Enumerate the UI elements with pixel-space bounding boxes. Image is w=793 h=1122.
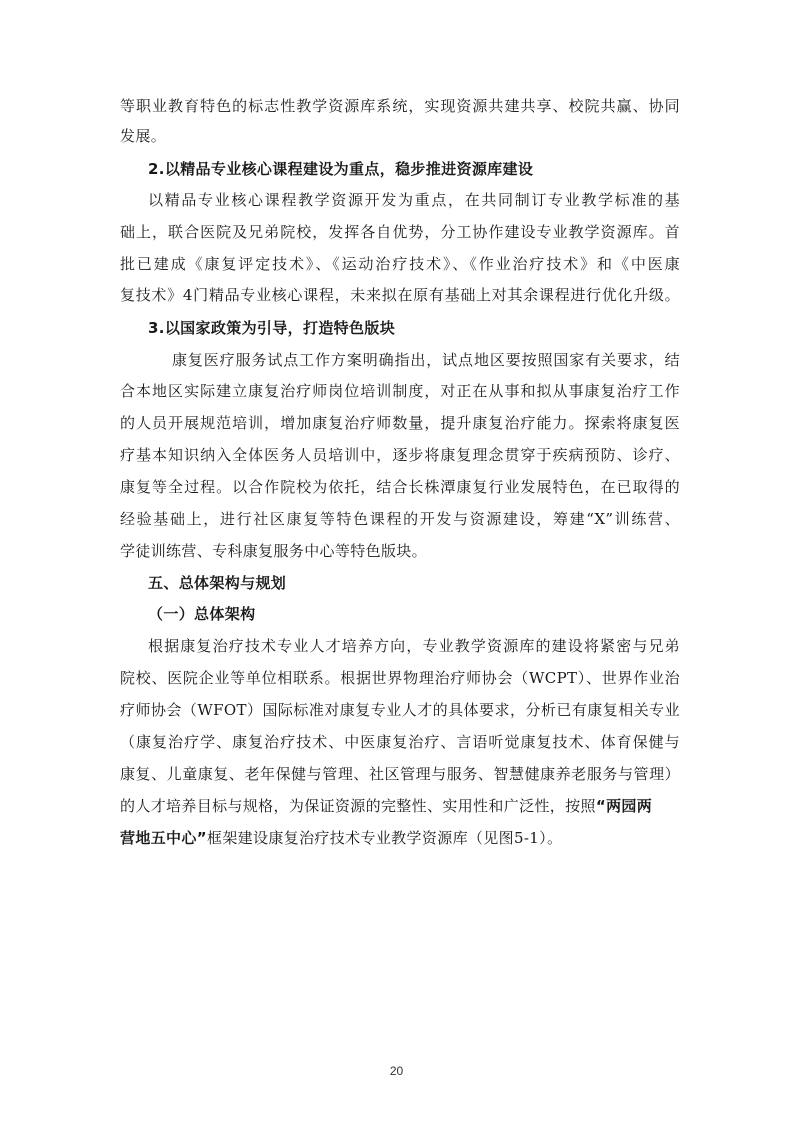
paragraph-line: 经验基础上，进行社区康复等特色课程的开发与资源建设，筹建“X”训练营、	[120, 510, 680, 528]
paragraph-line: 根据康复治疗技术专业人才培养方向，专业教学资源库的建设将紧密与兄弟	[148, 637, 680, 655]
section-heading: 3.以国家政策为引导，打造特色版块	[148, 319, 396, 337]
paragraph-line: 的人员开展规范培训，增加康复治疗师数量，提升康复治疗能力。探索将康复医	[120, 414, 680, 432]
paragraph-line: 发展。	[120, 127, 167, 145]
paragraph-line: 院校、医院企业等单位相联系。根据世界物理治疗师协会（WCPT）、世界作业治	[120, 669, 680, 687]
paragraph-line: 疗师协会（WFOT）国际标准对康复专业人才的具体要求，分析已有康复相关专业	[120, 701, 680, 719]
paragraph-line: （康复治疗学、康复治疗技术、中医康复治疗、言语听觉康复技术、体育保健与	[120, 733, 680, 751]
paragraph-line: 以精品专业核心课程教学资源开发为重点，在共同制订专业教学标准的基	[148, 191, 680, 209]
paragraph-line: 学徒训练营、专科康复服务中心等特色版块。	[120, 542, 428, 560]
paragraph-text: 的人才培养目标与规格，为保证资源的完整性、实用性和广泛性，按照	[120, 797, 596, 815]
section-heading: 2.以精品专业核心课程建设为重点，稳步推进资源库建设	[148, 160, 534, 178]
paragraph-line	[120, 796, 680, 816]
paragraph-line: 康复等全过程。以合作院校为依托，结合长株潭康复行业发展特色，在已取得的	[120, 478, 680, 496]
paragraph-line: 合本地区实际建立康复治疗师岗位培训制度，对正在从事和拟从事康复治疗工作	[120, 382, 680, 400]
paragraph-line: 康复、儿童康复、老年保健与管理、社区管理与服务、智慧健康养老服务与管理）	[120, 765, 680, 783]
page-number: 20	[389, 1064, 404, 1078]
paragraph-line: 批已建成《康复评定技术》、《运动治疗技术》、《作业治疗技术》和《中医康	[120, 255, 680, 273]
paragraph-text: 框架建设康复治疗技术专业教学资源库（见图5-1）。	[206, 829, 563, 847]
paragraph-line: 础上，联合医院及兄弟院校，发挥各自优势，分工协作建设专业教学资源库。首	[120, 223, 680, 241]
chapter-heading: 五、总体架构与规划	[148, 574, 287, 592]
emphasis-text: “两园两	[595, 797, 653, 815]
paragraph-line: 等职业教育特色的标志性教学资源库系统，实现资源共建共享、校院共赢、协同	[120, 97, 680, 115]
subsection-heading: （一）总体架构	[148, 605, 256, 623]
paragraph-line	[120, 828, 680, 848]
paragraph-line: 疗基本知识纳入全体医务人员培训中，逐步将康复理念贯穿于疾病预防、诊疗、	[120, 446, 680, 464]
emphasis-text: 营地五中心”	[120, 829, 207, 847]
paragraph-line: 复技术》4门精品专业核心课程，未来拟在原有基础上对其余课程进行优化升级。	[120, 286, 680, 304]
paragraph-line: 康复医疗服务试点工作方案明确指出，试点地区要按照国家有关要求，结	[172, 351, 680, 369]
